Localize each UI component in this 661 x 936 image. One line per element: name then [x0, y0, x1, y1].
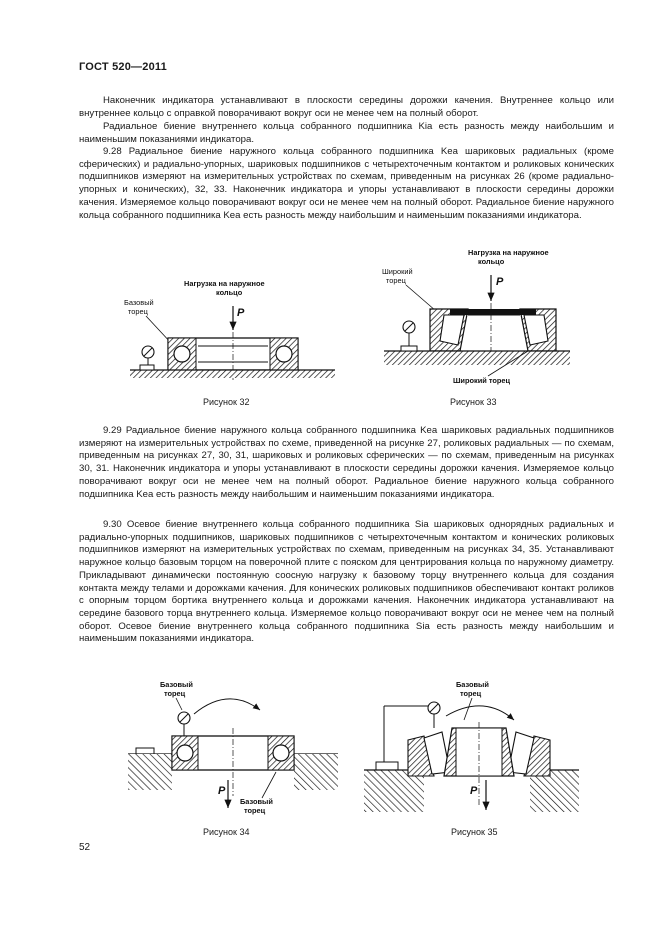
fig34-base-face-top-line1: Базовый [160, 680, 193, 689]
figure-32-diagram [120, 272, 340, 387]
fig34-base-face-bottom-line1: Базовый [240, 797, 273, 806]
fig32-ball-right [276, 346, 292, 362]
fig33-load-label-line2: кольцо [478, 257, 505, 266]
fig34-force-label: P [218, 785, 226, 797]
fig35-force-label: P [470, 785, 478, 797]
figure-32-caption: Рисунок 32 [203, 397, 250, 407]
paragraph-2: Радиальное биение внутреннего кольца собранного подшипника Kia есть разность между наибольшим и наименьшим показаниями индикатора. [79, 121, 614, 145]
fig33-load-label-line1: Нагрузка на наружное [468, 248, 549, 257]
figure-35-diagram [364, 676, 579, 826]
fig34-ball-left [177, 745, 193, 761]
figure-34-caption: Рисунок 34 [203, 827, 250, 837]
fig32-base-face-line2: торец [128, 307, 148, 316]
page-number: 52 [79, 842, 91, 853]
fig34-ball-right [273, 745, 289, 761]
fig33-force-label: P [496, 276, 504, 288]
fig32-load-label-line1: Нагрузка на наружное [184, 279, 265, 288]
fig33-wide-face-line2: торец [386, 276, 406, 285]
fig35-base-face-line1: Базовый [456, 680, 489, 689]
fig34-base-face-bottom-line2: торец [244, 806, 266, 815]
fig32-base-plate [130, 370, 335, 378]
figure-34-diagram [128, 676, 338, 826]
fig33-wide-face-line1: Широкий [382, 267, 413, 276]
fig32-load-label-line2: кольцо [216, 288, 243, 297]
standard-header: ГОСТ 520—2011 [79, 61, 167, 73]
fig33-base-plate [384, 351, 570, 365]
fig32-force-label: P [237, 307, 245, 319]
figure-35-caption: Рисунок 35 [451, 827, 498, 837]
figure-33-diagram [378, 243, 573, 388]
fig35-base-face-line2: торец [460, 689, 482, 698]
fig32-base-face-line1: Базовый [124, 298, 154, 307]
fig34-rotation-arrow [194, 699, 260, 714]
fig32-ball-left [174, 346, 190, 362]
paragraph-9-30: 9.30 Осевое биение внутреннего кольца собранного подшипника Sia шариковых однорядных радиальных и радиально-упорных подшипников, шариковых подшипников с четырехточечным контактом и конических роликовых подшипников измеряют на измерительных устройствах по схемам, приведенным на рисунках 34, 35. Устанавливают наружное кольцо базовым торцом на поверочной плите с пояском для центрирования кольца по наружному диаметру. Прикладывают динамически постоянную соосную нагрузку к базовому торцу внутреннего кольца для создания контакта между телами и дорожками качения. Для конических роликовых подшипников обеспечивают контакт роликов с опорным торцом бортика внутреннего кольца и дорожками качения. Наконечник индикатора устанавливают на середине базового торца внутреннего кольца. Измеряемое кольцо поворачивают вокруг оси не менее чем на полный оборот. Осевое биение внутреннего кольца собранного подшипника Sia есть разность между наибольшим и наименьшим показаниями индикатора. [79, 519, 614, 645]
fig34-base-plate-left [128, 754, 172, 790]
paragraph-1: Наконечник индикатора устанавливают в плоскости середины дорожки качения. Внутреннее кольцо или внутреннее кольцо с оправкой поворачивают вокруг оси не менее чем на полный оборот. [79, 95, 614, 119]
fig35-rotation-arrow [446, 706, 514, 720]
fig34-base-plate-right [294, 754, 338, 790]
figure-33-caption: Рисунок 33 [450, 397, 497, 407]
fig34-base-face-top-line2: торец [164, 689, 186, 698]
paragraph-9-29: 9.29 Радиальное биение наружного кольца собранного подшипника Kea шариковых радиальных подшипников измеряют на измерительных устройствах по схеме, приведенной на рисунке 27, роликовых радиальных — по схемам, приведенным на рисунках 27, 30, 31, шариковых и роликовых сферических — по схемам, приведенным на рисунках 30, 31. Наконечник индикатора и упоры устанавливают в плоскости середины дорожки качения. Измеряемое кольцо поворачивают вокруг оси не менее чем на полный оборот. Радиальное биение наружного кольца собранного подшипника Kea есть разность между наибольшим и наименьшим показаниями индикатора. [79, 425, 614, 500]
paragraph-9-28: 9.28 Радиальное биение наружного кольца собранного подшипника Kea шариковых радиальных (кроме сферических) и радиально-упорных, шариковых подшипников с четырехточечным контактом и роликовых конических подшипников измеряют на измерительных устройствах по схемам, приведенным на рисунках 26 (кроме радиально-упорных и конических), 32, 33. Наконечник индикатора и упоры устанавливают в плоскости середины дорожки качения. Измеряемое кольцо поворачивают вокруг оси не менее чем на полный оборот. Радиальное биение наружного кольца собранного подшипника Kea есть разность между наибольшим и наименьшим показаниями индикатора. [79, 146, 614, 221]
fig33-wide-face-bottom: Широкий торец [453, 376, 511, 385]
